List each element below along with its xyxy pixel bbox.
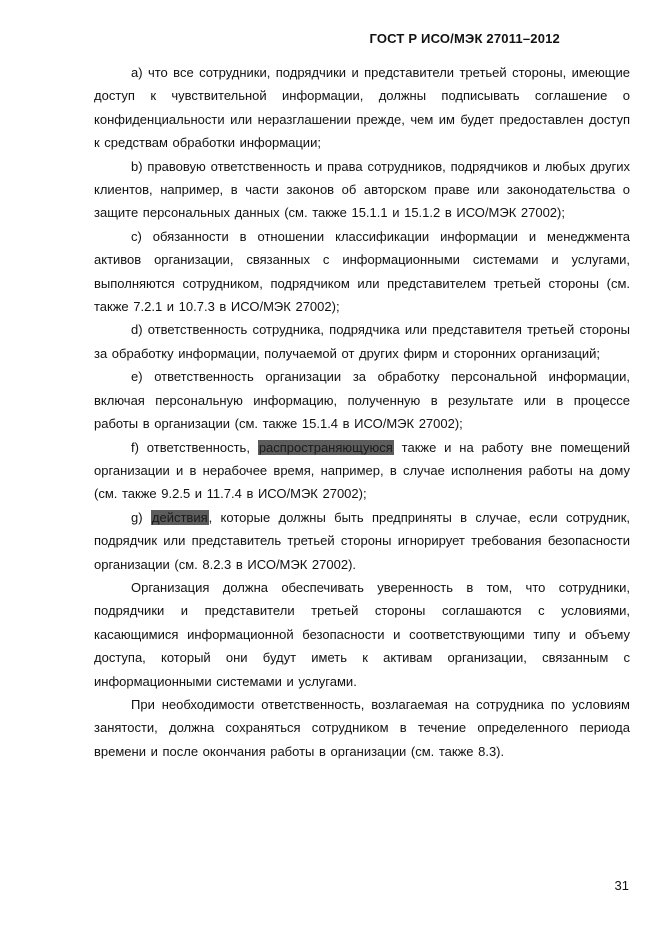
body-paragraph-2: При необходимости ответственность, возлагаемая на сотрудника по условиям занятости, должна сохраняться сотрудником в течение определенного периода времени и после окончания работы в организации (см. также 8.3). — [94, 696, 630, 759]
list-item-c: c) обязанности в отношении классификации информации и менеджмента активов организации, связанных с информационными системами и услугами, выполняются сотрудником, подрядчиком или представителем третьей стороны (см. также 7.2.1 и 10.7.3 в ИСО/МЭК 27002); — [94, 228, 630, 315]
page-number: 31 — [614, 878, 629, 893]
list-item-e: e) ответственность организации за обработку персональной информации, включая персональную информацию, полученную в результате или в процессе работы в организации (см. также 15.1.4 в ИСО/МЭК 27002); — [94, 369, 630, 432]
list-item-g-after: , которые должны быть предприняты в случае, если сотрудник, подрядчик или представитель третьей стороны игнорирует требования безопасности организации (см. 8.2.3 в ИСО/МЭК 27002). — [94, 509, 630, 572]
highlighted-text: действия — [151, 509, 208, 525]
highlighted-text: распространяющуюся — [258, 439, 393, 455]
list-item-f — [94, 436, 630, 506]
document-body — [94, 61, 630, 763]
body-paragraph-1: Организация должна обеспечивать уверенность в том, что сотрудники, подрядчики и представители третьей стороны соглашаются с условиями, касающимися информационной безопасности и соответствующими типу и объему доступа, который они будут иметь к активам организации, связанным с информационными системами и услугами. — [94, 579, 630, 689]
list-item-b: b) правовую ответственность и права сотрудников, подрядчиков и любых других клиентов, например, в части законов об авторском праве или законодательства о защите персональных данных (см. также 15.1.1 и 15.1.2 в ИСО/МЭК 27002); — [94, 158, 630, 221]
list-item-g-before: g) — [131, 509, 151, 525]
list-item-a: а) что все сотрудники, подрядчики и представители третьей стороны, имеющие доступ к чувствительной информации, должны подписывать соглашение о конфиденциальности или неразглашении прежде, чем им будет предоставлен доступ к средствам обработки информации; — [94, 65, 630, 151]
list-item-f-before: f) ответственность, — [131, 439, 258, 455]
list-item-f-after: также и на работу вне помещений организации и в нерабочее время, например, в случае исполнения работы на дому (см. также 9.2.5 и 11.7.4 в ИСО/МЭК 27002); — [94, 439, 630, 502]
document-header: ГОСТ Р ИСО/МЭК 27011–2012 — [369, 31, 560, 46]
list-item-g — [94, 506, 630, 576]
list-item-d: d) ответственность сотрудника, подрядчика или представителя третьей стороны за обработку информации, получаемой от других фирм и сторонних организаций; — [94, 322, 630, 361]
